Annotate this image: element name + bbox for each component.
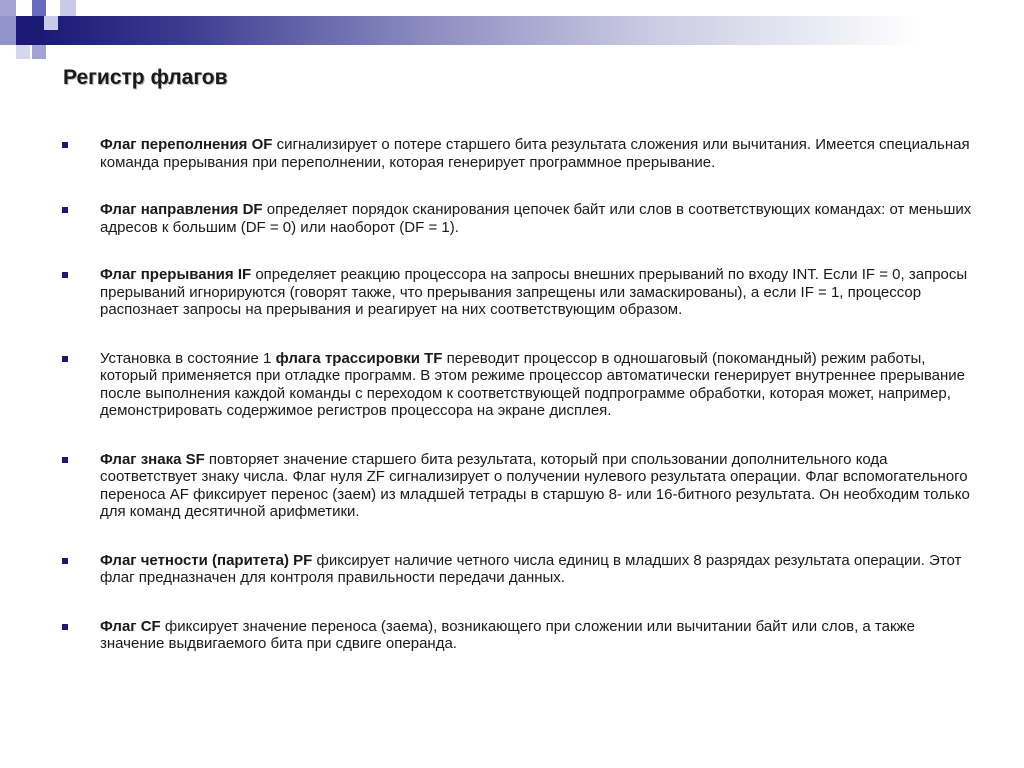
bullet-item-sign-flag	[62, 451, 982, 521]
decorative-square	[32, 0, 46, 16]
bullet-text: повторяет значение старшего бита результата, который при спользовании дополнительного кода соответствует знаку числа. Флаг нуля ZF сигнализирует о получении нулевого результата операции. Флаг вспомогательного переноса AF фиксирует перенос (заем) из младшей тетрады в старшую 8- или 16-битного результата. Он необходим только для команд десятичной арифметики.	[100, 450, 970, 520]
bullet-item-direction-flag	[62, 201, 982, 236]
decorative-square	[0, 0, 16, 16]
bullet-list	[62, 136, 982, 653]
bullet-term: Флаг CF	[100, 617, 161, 635]
square-bullet-icon	[62, 142, 68, 148]
square-bullet-icon	[62, 207, 68, 213]
bullet-term: Флаг направления DF	[100, 201, 263, 218]
bullet-item-parity-flag	[62, 552, 982, 587]
decorative-square	[46, 0, 60, 16]
bullet-item-overflow-flag	[62, 136, 982, 171]
square-bullet-icon	[62, 624, 68, 630]
bullet-item-interrupt-flag	[62, 266, 982, 319]
decorative-square	[60, 0, 76, 16]
bullet-text: переводит процессор в одношаговый (покомандный) режим работы, который применяется при отладке программ. В этом режиме процессор автоматически генерирует внутреннее прерывание после выполнения каждой команды с переходом к соответствующей подпрограмме обработки, которая может, например, демонстрировать содержимое регистров процессора на экране дисплея.	[100, 349, 966, 419]
bullet-text: фиксирует значение переноса (заема), возникающего при сложении или вычитании байт или слов, а также значение выдвигаемого бита при сдвиге операнда.	[100, 617, 915, 652]
decorative-square	[0, 16, 16, 45]
bullet-term: флага трассировки TF	[275, 349, 443, 367]
square-bullet-icon	[62, 558, 68, 564]
decorative-square	[16, 45, 30, 59]
bullet-item-trap-flag	[62, 350, 982, 420]
decorative-square	[32, 45, 46, 59]
square-bullet-icon	[62, 457, 68, 463]
bullet-text: сигнализирует о потере старшего бита результата сложения или вычитания. Имеется специальная команда прерывания при переполнении, которая генерирует программное прерывание.	[100, 136, 970, 171]
slide-title: Регистр флагов	[63, 66, 228, 89]
decorative-square	[16, 0, 30, 16]
bullet-term: Флаг четности (паритета) PF	[100, 551, 313, 569]
bullet-term: Флаг переполнения OF	[100, 136, 273, 153]
bullet-text: определяет реакцию процессора на запросы внешних прерываний по входу INT. Если IF = 0, запросы прерываний игнорируются (говорят также, что прерывания запрещены или замаскированы), а если IF = 1, процессор распознает запросы на прерывания и реагирует на них соответствующим образом.	[100, 266, 968, 318]
bullet-item-carry-flag	[62, 618, 982, 653]
bullet-lead: Установка в состояние 1	[100, 349, 276, 367]
bullet-term: Флаг знака SF	[100, 450, 205, 468]
bullet-term: Флаг прерывания IF	[100, 266, 252, 283]
decorative-square	[44, 16, 58, 30]
header-gradient-bar	[0, 16, 1024, 45]
square-bullet-icon	[62, 356, 68, 362]
bullet-text: фиксирует наличие четного числа единиц в младших 8 разрядах результата операции. Этот флаг предназначен для контроля правильности передачи данных.	[100, 551, 962, 586]
decorative-square	[16, 16, 44, 45]
square-bullet-icon	[62, 272, 68, 278]
bullet-text: определяет порядок сканирования цепочек байт или слов в соответствующих командах: от меньших адресов к большим (DF = 0) или наоборот (DF = 1).	[100, 201, 972, 236]
